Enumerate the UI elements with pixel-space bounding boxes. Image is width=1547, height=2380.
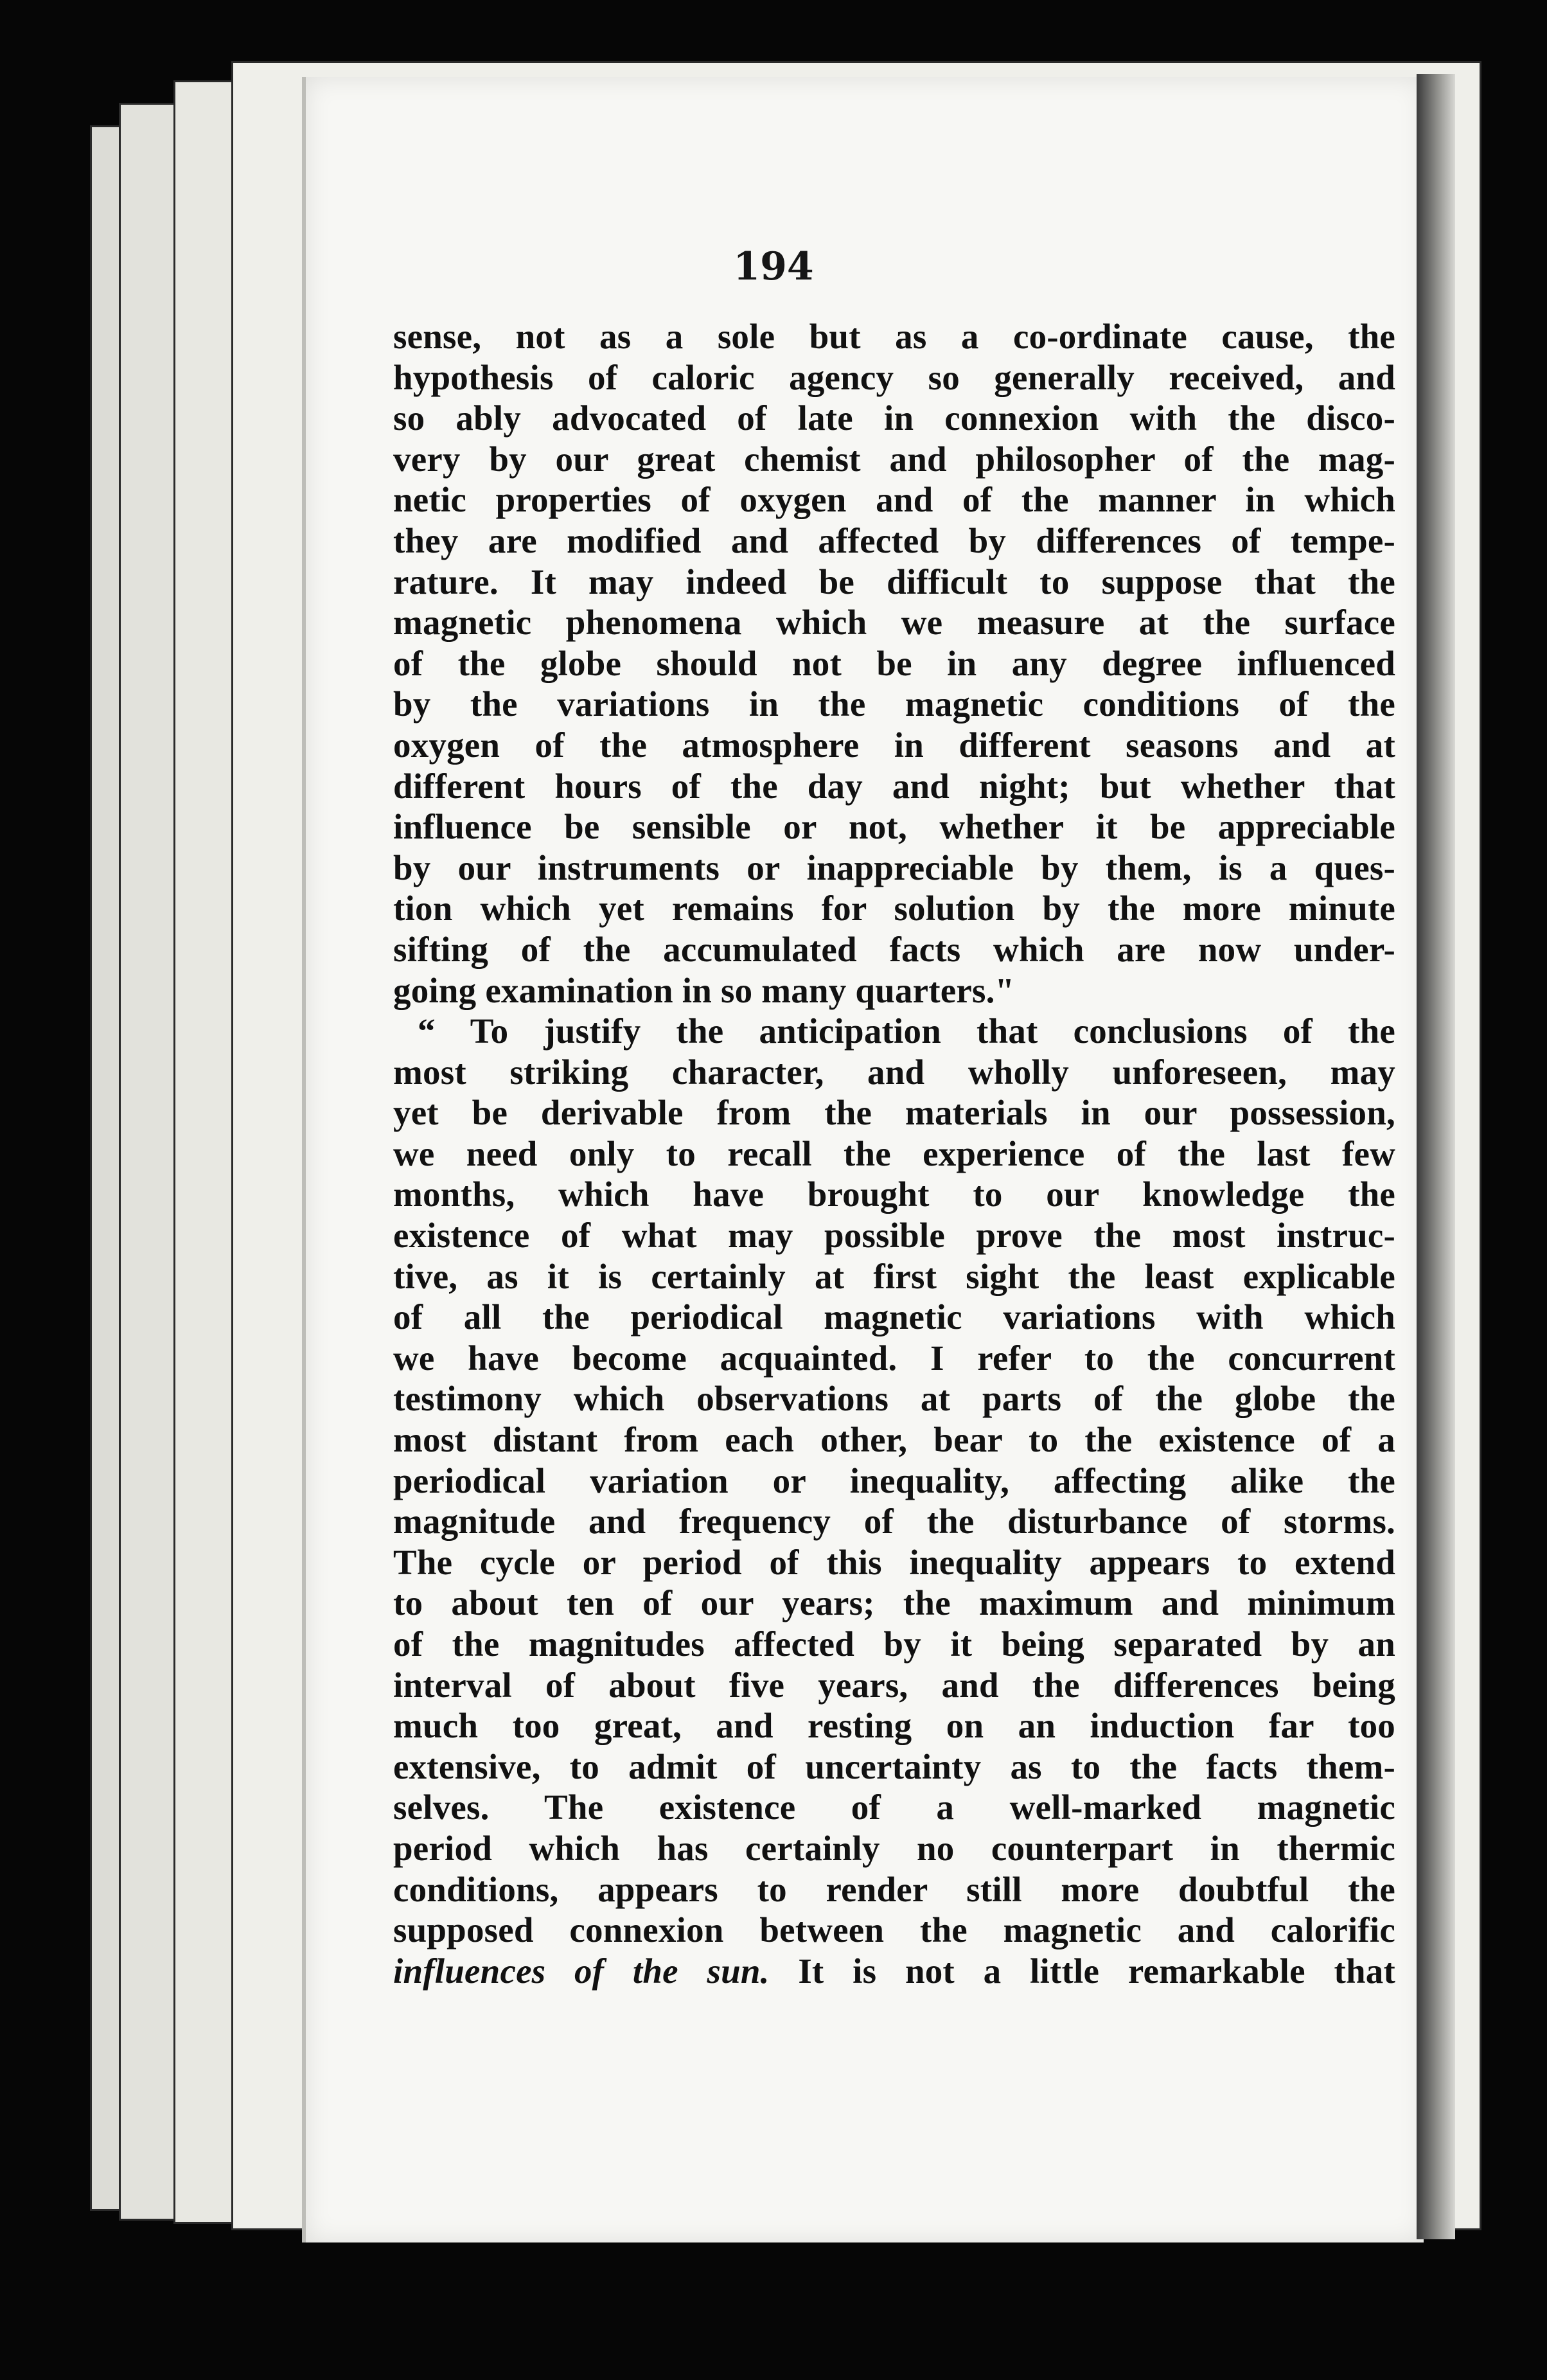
text-line: different hours of the day and night; but whether that <box>393 766 1395 806</box>
text-line: months, which have brought to our knowledge the <box>393 1175 1395 1214</box>
text-line: by our instruments or inappreciable by them, is a ques- <box>393 848 1395 887</box>
text-line: we have become acquainted. I refer to the concurrent <box>393 1338 1395 1378</box>
text-line: The cycle or period of this inequality appears to extend <box>393 1542 1395 1582</box>
text-line: selves. The existence of a well-marked magnetic <box>393 1788 1395 1827</box>
text-line: conditions, appears to render still more doubtful the <box>393 1869 1395 1909</box>
text-line: period which has certainly no counterpart in thermic <box>393 1828 1395 1868</box>
text-line: existence of what may possible prove the most instruc- <box>393 1216 1395 1256</box>
text-line: periodical variation or inequality, affecting alike the <box>393 1461 1395 1500</box>
text-line: so ably advocated of late in connexion with the disco- <box>393 398 1395 438</box>
text-line: testimony which observations at parts of the globe the <box>393 1379 1395 1419</box>
text-line: tion which yet remains for solution by the more minute <box>393 889 1395 928</box>
text-line: to about ten of our years; the maximum and minimum <box>393 1583 1395 1623</box>
text-line: supposed connexion between the magnetic and calorific <box>393 1910 1395 1950</box>
final-text-line <box>393 1951 1395 1992</box>
text-line: most striking character, and wholly unforeseen, may <box>393 1052 1395 1092</box>
text-line: much too great, and resting on an induction far too <box>393 1706 1395 1746</box>
text-line: yet be derivable from the materials in our possession, <box>393 1093 1395 1133</box>
text-line: magnetic phenomena which we measure at the surface <box>393 603 1395 643</box>
text-line: interval of about five years, and the differences being <box>393 1665 1395 1705</box>
text-line: of the magnitudes affected by it being separated by an <box>393 1624 1395 1664</box>
text-line: by the variations in the magnetic conditions of the <box>393 684 1395 724</box>
text-line: we need only to recall the experience of the last few <box>393 1133 1395 1173</box>
text-line: going examination in so many quarters." <box>393 970 1015 1010</box>
text-line: they are modified and affected by differences of tempe- <box>393 520 1395 560</box>
text-line: extensive, to admit of uncertainty as to the facts them- <box>393 1746 1395 1786</box>
book-gutter <box>1417 74 1455 2239</box>
text-line: hypothesis of caloric agency so generally received, and <box>393 357 1395 397</box>
page-number: 194 <box>733 244 814 289</box>
text-line: sifting of the accumulated facts which are now under- <box>393 929 1395 969</box>
italic-phrase: influences of the sun. <box>393 1951 770 1991</box>
text-line: most distant from each other, bear to the existence of a <box>393 1420 1395 1460</box>
text-line: of the globe should not be in any degree influenced <box>393 643 1395 683</box>
final-line-rest: It is not a little remarkable that <box>769 1951 1395 1991</box>
text-line: of all the periodical magnetic variations with which <box>393 1297 1395 1337</box>
text-line: tive, as it is certainly at first sight the least explicable <box>393 1256 1395 1296</box>
text-line: rature. It may indeed be difficult to suppose that the <box>393 562 1395 601</box>
text-line: netic properties of oxygen and of the manner in which <box>393 480 1395 520</box>
text-line: “ To justify the anticipation that conclusions of the <box>418 1011 1395 1051</box>
text-line: influence be sensible or not, whether it be appreciable <box>393 807 1395 847</box>
text-line: oxygen of the atmosphere in different seasons and at <box>393 725 1395 765</box>
body-text <box>393 316 1395 1991</box>
text-line: sense, not as a sole but as a co-ordinate cause, the <box>393 317 1395 356</box>
text-line: very by our great chemist and philosopher of the mag- <box>393 439 1395 479</box>
text-line: magnitude and frequency of the disturbance of storms. <box>393 1502 1395 1541</box>
